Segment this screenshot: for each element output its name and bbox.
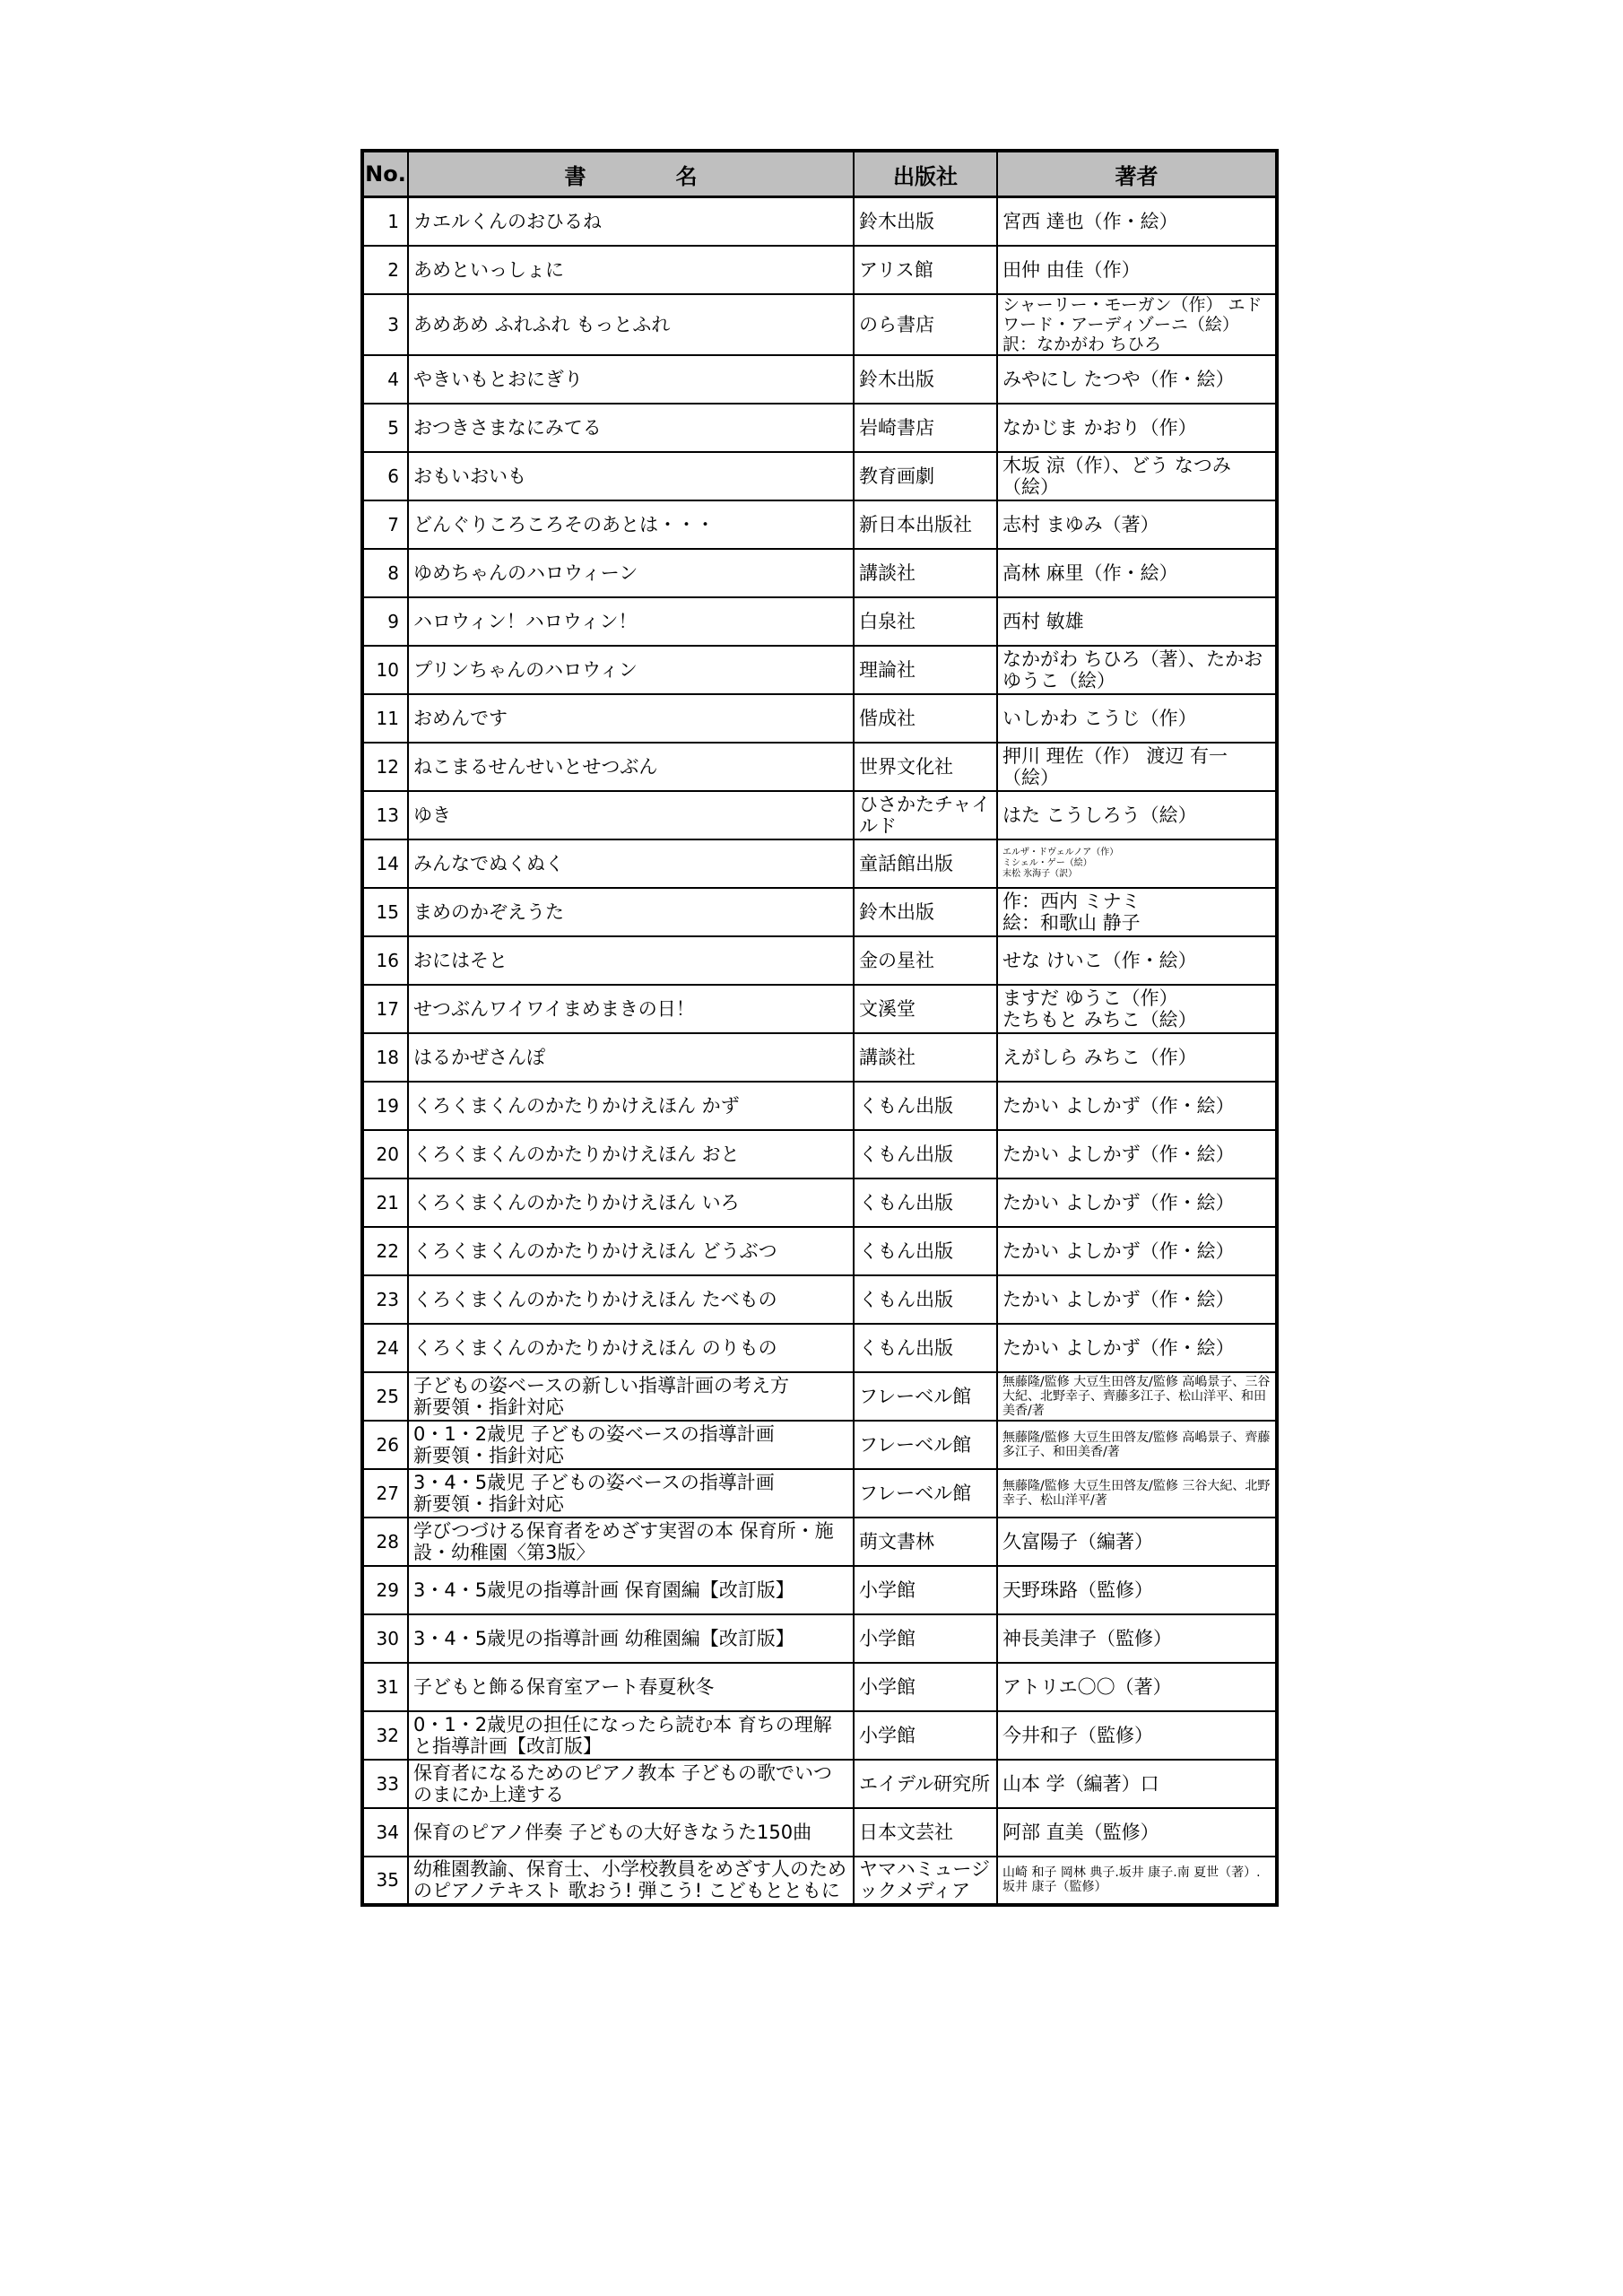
publisher-name: 講談社	[854, 1033, 997, 1082]
publisher-name: 金の星社	[854, 936, 997, 985]
row-number: 2	[362, 246, 408, 294]
book-title: くろくまくんのかたりかけえほん どうぶつ	[408, 1227, 854, 1275]
book-title: プリンちゃんのハロウィン	[408, 646, 854, 694]
publisher-name: 文溪堂	[854, 985, 997, 1033]
author-name: 押川 理佐（作） 渡辺 有一（絵）	[997, 743, 1277, 791]
row-number: 29	[362, 1566, 408, 1614]
table-row	[362, 500, 1277, 549]
table-row	[362, 1130, 1277, 1178]
book-title: まめのかぞえうた	[408, 888, 854, 936]
row-number: 20	[362, 1130, 408, 1178]
publisher-name: ヤマハミュージックメディア	[854, 1857, 997, 1905]
book-title: せつぶんワイワイまめまきの日！	[408, 985, 854, 1033]
book-title: ゆき	[408, 791, 854, 839]
table-row	[362, 888, 1277, 936]
row-number: 11	[362, 694, 408, 743]
table-row	[362, 791, 1277, 839]
publisher-name: くもん出版	[854, 1275, 997, 1324]
row-number: 24	[362, 1324, 408, 1372]
book-title: 3・4・5歳児 子どもの姿ベースの指導計画 新要領・指針対応	[408, 1469, 854, 1518]
author-name: 無藤隆/監修 大豆生田啓友/監修 高嶋景子、齊藤多江子、和田美香/著	[997, 1421, 1277, 1469]
table-row	[362, 839, 1277, 888]
row-number: 10	[362, 646, 408, 694]
author-name: えがしら みちこ（作）	[997, 1033, 1277, 1082]
row-number: 26	[362, 1421, 408, 1469]
row-number: 7	[362, 500, 408, 549]
publisher-name: 偕成社	[854, 694, 997, 743]
row-number: 32	[362, 1711, 408, 1760]
book-title: 0・1・2歳児の担任になったら読む本 育ちの理解と指導計画【改訂版】	[408, 1711, 854, 1760]
header-no: No.	[362, 151, 408, 197]
book-title: 幼稚園教諭、保育士、小学校教員をめざす人のためのピアノテキスト 歌おう! 弾こう! こどもとともに	[408, 1857, 854, 1905]
book-title: くろくまくんのかたりかけえほん のりもの	[408, 1324, 854, 1372]
table-row	[362, 646, 1277, 694]
book-title: 3・4・5歳児の指導計画 保育園編【改訂版】	[408, 1566, 854, 1614]
author-name: 山崎 和子 岡林 典子.坂井 康子.南 夏世（著）. 坂井 康子（監修）	[997, 1857, 1277, 1905]
publisher-name: 日本文芸社	[854, 1808, 997, 1857]
publisher-name: 童話館出版	[854, 839, 997, 888]
book-title: くろくまくんのかたりかけえほん いろ	[408, 1178, 854, 1227]
book-title: 子どもの姿ベースの新しい指導計画の考え方 新要領・指針対応	[408, 1372, 854, 1421]
row-number: 9	[362, 597, 408, 646]
row-number: 1	[362, 197, 408, 246]
table-row	[362, 1808, 1277, 1857]
author-name: 阿部 直美（監修）	[997, 1808, 1277, 1857]
book-title: ゆめちゃんのハロウィーン	[408, 549, 854, 597]
book-title: みんなでぬくぬく	[408, 839, 854, 888]
author-name: せな けいこ（作・絵）	[997, 936, 1277, 985]
author-name: なかがわ ちひろ（著）、たかお ゆうこ（絵）	[997, 646, 1277, 694]
row-number: 35	[362, 1857, 408, 1905]
publisher-name: 小学館	[854, 1614, 997, 1663]
row-number: 6	[362, 452, 408, 500]
row-number: 3	[362, 294, 408, 355]
row-number: 15	[362, 888, 408, 936]
author-name: なかじま かおり（作）	[997, 404, 1277, 452]
row-number: 8	[362, 549, 408, 597]
table-row	[362, 1227, 1277, 1275]
publisher-name: 世界文化社	[854, 743, 997, 791]
author-name: 西村 敏雄	[997, 597, 1277, 646]
row-number: 5	[362, 404, 408, 452]
publisher-name: 新日本出版社	[854, 500, 997, 549]
row-number: 13	[362, 791, 408, 839]
book-title: くろくまくんのかたりかけえほん たべもの	[408, 1275, 854, 1324]
row-number: 33	[362, 1760, 408, 1808]
table-row	[362, 355, 1277, 404]
book-title: 学びつづける保育者をめざす実習の本 保育所・施設・幼稚園〈第3版〉	[408, 1518, 854, 1566]
author-name: 今井和子（監修）	[997, 1711, 1277, 1760]
book-title: おもいおいも	[408, 452, 854, 500]
author-name: 無藤隆/監修 大豆生田啓友/監修 三谷大紀、北野幸子、松山洋平/著	[997, 1469, 1277, 1518]
row-number: 14	[362, 839, 408, 888]
header-publisher: 出版社	[854, 151, 997, 197]
book-title: くろくまくんのかたりかけえほん おと	[408, 1130, 854, 1178]
table-row	[362, 1275, 1277, 1324]
publisher-name: 鈴木出版	[854, 197, 997, 246]
publisher-name: 理論社	[854, 646, 997, 694]
publisher-name: 白泉社	[854, 597, 997, 646]
table-row	[362, 1518, 1277, 1566]
author-name: たかい よしかず（作・絵）	[997, 1275, 1277, 1324]
row-number: 23	[362, 1275, 408, 1324]
table-row	[362, 197, 1277, 246]
book-title: 0・1・2歳児 子どもの姿ベースの指導計画 新要領・指針対応	[408, 1421, 854, 1469]
table-row	[362, 294, 1277, 355]
author-name: いしかわ こうじ（作）	[997, 694, 1277, 743]
book-title: ハロウィン！ハロウィン！	[408, 597, 854, 646]
publisher-name: くもん出版	[854, 1082, 997, 1130]
author-name: みやにし たつや（作・絵）	[997, 355, 1277, 404]
author-name: たかい よしかず（作・絵）	[997, 1324, 1277, 1372]
author-name: エルザ・ドヴェルノア（作） ミシェル・ゲー（絵） 末松 氷海子（訳）	[997, 839, 1277, 888]
table-row	[362, 936, 1277, 985]
table-row	[362, 1857, 1277, 1905]
publisher-name: ひさかたチャイルド	[854, 791, 997, 839]
author-name: 高林 麻里（作・絵）	[997, 549, 1277, 597]
publisher-name: フレーベル館	[854, 1372, 997, 1421]
author-name: 久富陽子（編著）	[997, 1518, 1277, 1566]
table-row	[362, 549, 1277, 597]
publisher-name: 教育画劇	[854, 452, 997, 500]
table-row	[362, 1760, 1277, 1808]
table-row	[362, 597, 1277, 646]
publisher-name: 岩崎書店	[854, 404, 997, 452]
table-row	[362, 694, 1277, 743]
publisher-name: くもん出版	[854, 1227, 997, 1275]
row-number: 31	[362, 1663, 408, 1711]
row-number: 17	[362, 985, 408, 1033]
header-title: 書名	[408, 151, 854, 197]
table-row	[362, 1082, 1277, 1130]
author-name: 天野珠路（監修）	[997, 1566, 1277, 1614]
row-number: 4	[362, 355, 408, 404]
book-title: カエルくんのおひるね	[408, 197, 854, 246]
author-name: ますだ ゆうこ（作） たちもと みちこ（絵）	[997, 985, 1277, 1033]
table-row	[362, 246, 1277, 294]
book-title: はるかぜさんぽ	[408, 1033, 854, 1082]
row-number: 25	[362, 1372, 408, 1421]
publisher-name: くもん出版	[854, 1130, 997, 1178]
author-name: 山本 学（編著）口	[997, 1760, 1277, 1808]
table-row	[362, 1614, 1277, 1663]
table-row	[362, 1663, 1277, 1711]
author-name: 木坂 涼（作）、どう なつみ（絵）	[997, 452, 1277, 500]
author-name: 宮西 達也（作・絵）	[997, 197, 1277, 246]
publisher-name: 萌文書林	[854, 1518, 997, 1566]
book-title: あめあめ ふれふれ もっとふれ	[408, 294, 854, 355]
table-row	[362, 1372, 1277, 1421]
book-title: やきいもとおにぎり	[408, 355, 854, 404]
author-name: アトリエ〇〇（著）	[997, 1663, 1277, 1711]
row-number: 22	[362, 1227, 408, 1275]
author-name: たかい よしかず（作・絵）	[997, 1130, 1277, 1178]
publisher-name: フレーベル館	[854, 1421, 997, 1469]
publisher-name: 小学館	[854, 1566, 997, 1614]
table-row	[362, 1178, 1277, 1227]
publisher-name: フレーベル館	[854, 1469, 997, 1518]
publisher-name: 講談社	[854, 549, 997, 597]
table-row	[362, 1566, 1277, 1614]
row-number: 28	[362, 1518, 408, 1566]
row-number: 19	[362, 1082, 408, 1130]
row-number: 21	[362, 1178, 408, 1227]
table-row	[362, 985, 1277, 1033]
publisher-name: くもん出版	[854, 1178, 997, 1227]
book-title: おつきさまなにみてる	[408, 404, 854, 452]
table-row	[362, 404, 1277, 452]
row-number: 18	[362, 1033, 408, 1082]
author-name: 無藤隆/監修 大豆生田啓友/監修 高嶋景子、三谷大紀、北野幸子、齊藤多江子、松山洋平、和田美香/著	[997, 1372, 1277, 1421]
table-row	[362, 1324, 1277, 1372]
book-title: 子どもと飾る保育室アート春夏秋冬	[408, 1663, 854, 1711]
author-name: 作：西内 ミナミ 絵：和歌山 静子	[997, 888, 1277, 936]
table-row	[362, 1711, 1277, 1760]
publisher-name: のら書店	[854, 294, 997, 355]
publisher-name: 鈴木出版	[854, 355, 997, 404]
row-number: 30	[362, 1614, 408, 1663]
author-name: たかい よしかず（作・絵）	[997, 1227, 1277, 1275]
author-name: シャーリー・モーガン（作） エドワード・アーディゾーニ（絵） 訳：なかがわ ちひろ	[997, 294, 1277, 355]
publisher-name: エイデル研究所	[854, 1760, 997, 1808]
table-row	[362, 452, 1277, 500]
book-title: 保育者になるためのピアノ教本 子どもの歌でいつのまにか上達する	[408, 1760, 854, 1808]
book-title: 保育のピアノ伴奏 子どもの大好きなうた150曲	[408, 1808, 854, 1857]
book-title: あめといっしょに	[408, 246, 854, 294]
table-row	[362, 743, 1277, 791]
publisher-name: アリス館	[854, 246, 997, 294]
row-number: 16	[362, 936, 408, 985]
author-name: たかい よしかず（作・絵）	[997, 1178, 1277, 1227]
header-row	[362, 151, 1277, 197]
table-row	[362, 1469, 1277, 1518]
publisher-name: 小学館	[854, 1663, 997, 1711]
table-row	[362, 1033, 1277, 1082]
book-title: くろくまくんのかたりかけえほん かず	[408, 1082, 854, 1130]
book-title: ねこまるせんせいとせつぶん	[408, 743, 854, 791]
author-name: 志村 まゆみ（著）	[997, 500, 1277, 549]
publisher-name: くもん出版	[854, 1324, 997, 1372]
book-title: おめんです	[408, 694, 854, 743]
author-name: 田仲 由佳（作）	[997, 246, 1277, 294]
table-row	[362, 1421, 1277, 1469]
book-title: 3・4・5歳児の指導計画 幼稚園編【改訂版】	[408, 1614, 854, 1663]
publisher-name: 鈴木出版	[854, 888, 997, 936]
author-name: はた こうしろう（絵）	[997, 791, 1277, 839]
row-number: 27	[362, 1469, 408, 1518]
author-name: たかい よしかず（作・絵）	[997, 1082, 1277, 1130]
book-title: どんぐりころころそのあとは・・・	[408, 500, 854, 549]
author-name: 神長美津子（監修）	[997, 1614, 1277, 1663]
row-number: 12	[362, 743, 408, 791]
publisher-name: 小学館	[854, 1711, 997, 1760]
book-list-table	[360, 149, 1279, 1907]
header-author: 著者	[997, 151, 1277, 197]
row-number: 34	[362, 1808, 408, 1857]
book-title: おにはそと	[408, 936, 854, 985]
